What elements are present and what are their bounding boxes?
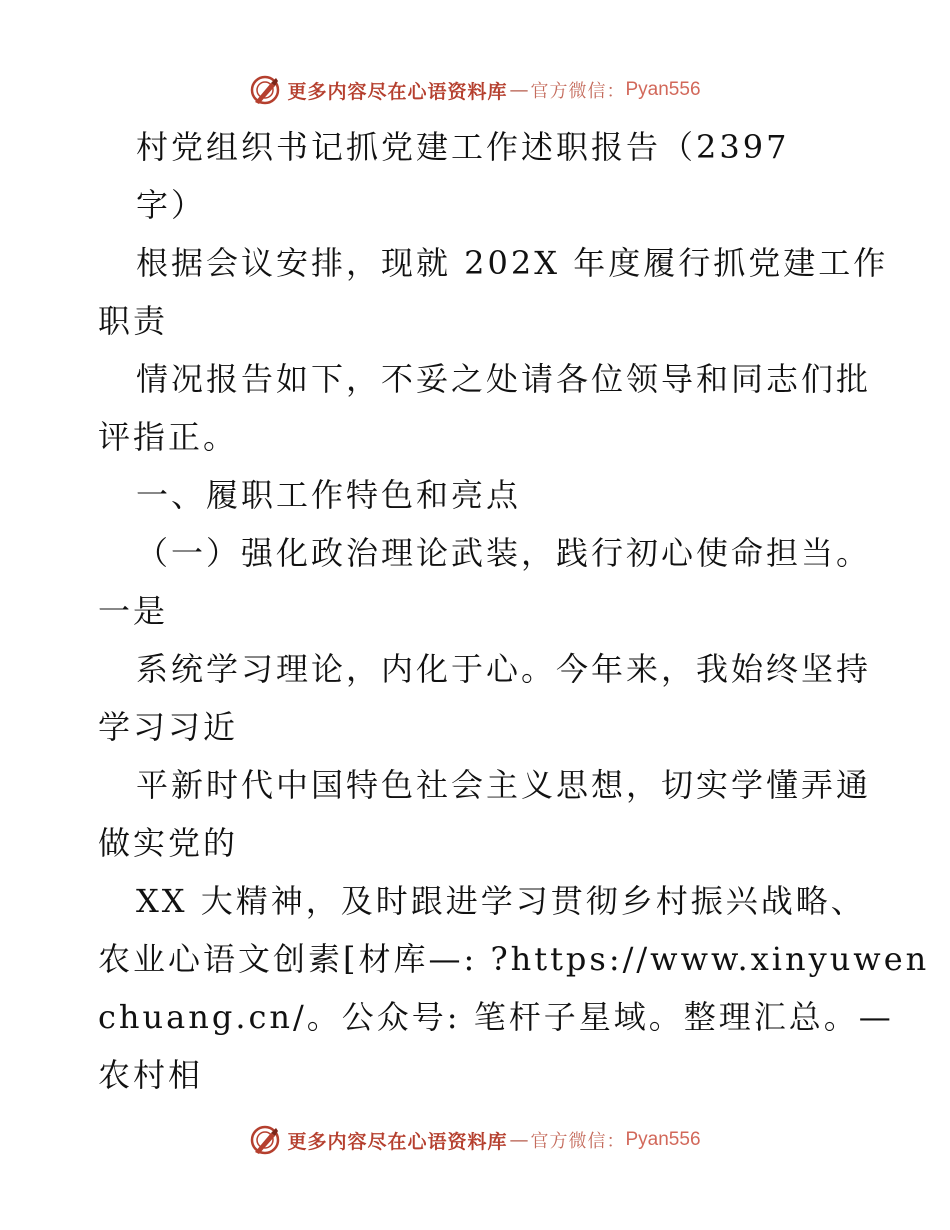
document-body xyxy=(98,118,930,1104)
subsection-heading: （一）强化政治理论武装，践行初心使命担当。 xyxy=(136,534,872,572)
document-title-line: 村党组织书记抓党建工作述职报告（2397 xyxy=(136,128,790,166)
paragraph-line: 学习习近 xyxy=(98,708,239,746)
paragraph-line: 根据会议安排，现就 202X 年度履行抓党建工作 xyxy=(136,244,889,282)
paragraph-line: 农村相 xyxy=(98,1056,204,1094)
paragraph-line: 平新时代中国特色社会主义思想，切实学懂弄通 xyxy=(136,766,872,804)
paragraph-line: 一是 xyxy=(98,592,169,630)
watermark-separator: — xyxy=(509,1129,529,1151)
pen-logo-icon xyxy=(249,1124,281,1156)
watermark-wechat-id: Pyan556 xyxy=(625,1129,701,1150)
watermark-footer xyxy=(0,1120,950,1160)
watermark-site-text: 更多内容尽在心语资料库 xyxy=(287,80,508,103)
section-heading: 一、履职工作特色和亮点 xyxy=(136,476,522,514)
paragraph-line: 系统学习理论，内化于心。今年来，我始终坚持 xyxy=(136,650,872,688)
document-title-line: 字） xyxy=(136,186,207,224)
watermark-site-text: 更多内容尽在心语资料库 xyxy=(287,1130,508,1153)
paragraph-line: 职责 xyxy=(98,302,169,340)
paragraph-line: 做实党的 xyxy=(98,824,239,862)
pen-logo-icon xyxy=(249,74,281,106)
watermark-header xyxy=(0,70,950,110)
paragraph-line: 农业心语文创素[材库—: ?https://www.xinyuwen xyxy=(98,940,930,978)
watermark-wechat-label: 官方微信： xyxy=(530,1131,626,1152)
watermark-wechat-id: Pyan556 xyxy=(625,79,701,100)
paragraph-line: 情况报告如下，不妥之处请各位领导和同志们批 xyxy=(136,360,872,398)
paragraph-line: chuang.cn/。公众号: 笔杆子星域。整理汇总。— xyxy=(98,998,894,1036)
watermark-wechat-label: 官方微信： xyxy=(530,81,626,102)
watermark-separator: — xyxy=(509,79,529,101)
paragraph-line: 评指正。 xyxy=(98,418,239,456)
paragraph-line: XX 大精神，及时跟进学习贯彻乡村振兴战略、 xyxy=(136,882,866,920)
